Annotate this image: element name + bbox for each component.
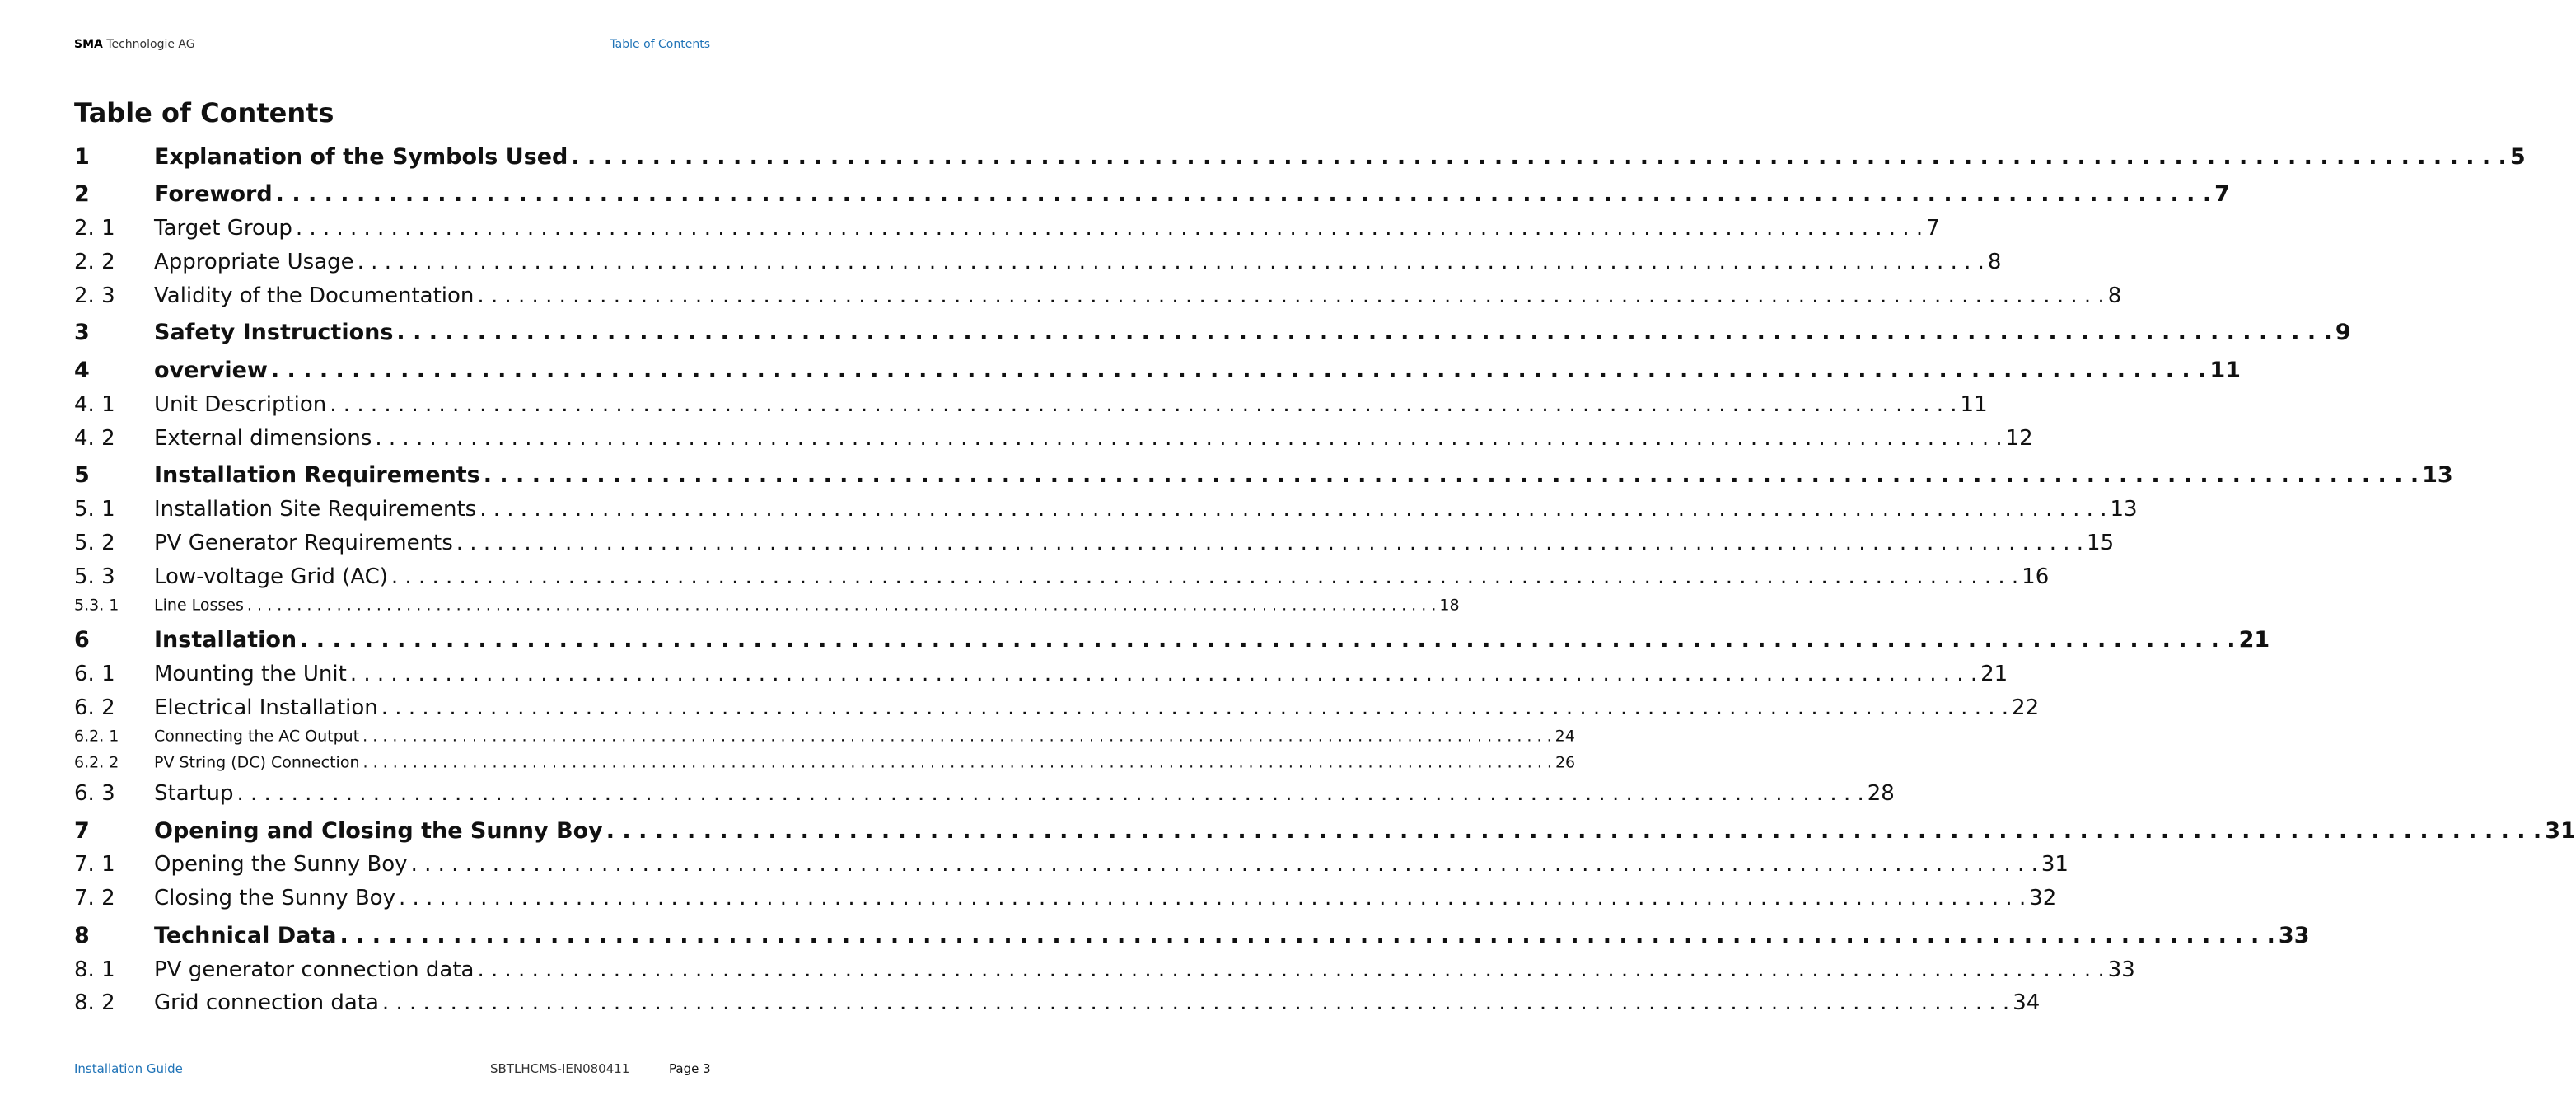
toc-entry-number: 6. 3 bbox=[74, 781, 115, 806]
toc-leader-dots: . . . . . . . . . . . . . . . . . . . . . . . . . . . . . . . . . . . . . . . . . . . . . . . . . . . . . . . . . . . . . . . . . . . . . . . . . . . . . . . . . . . . . . . . . . . . . . . . . . . . . . . . . . . . . . . . . . . . . . . . bbox=[362, 753, 1552, 772]
toc-entry-title: Opening the Sunny Boy bbox=[154, 852, 408, 877]
toc-entry-number: 7. 1 bbox=[74, 852, 115, 877]
toc-leader-dots: . . . . . . . . . . . . . . . . . . . . . . . . . . . . . . . . . . . . . . . . . . . . . . . . . . . . . . . . . . . . . . . . . . . . . . . . . . . . . . . . . . . . . . . . . . . . . . . . . . . . . . . . . . . . . . . . . . . . . . . . bbox=[246, 596, 1437, 615]
toc-entry-title: PV generator connection data bbox=[154, 957, 475, 982]
toc-entry[interactable] bbox=[74, 627, 2270, 653]
toc-entry-title: Connecting the AC Output bbox=[154, 727, 360, 746]
toc-entry-title: Installation bbox=[154, 627, 297, 653]
toc-entry-title: Closing the Sunny Boy bbox=[154, 886, 395, 910]
footer-doc-id: SBTLHCMS-IEN080411 bbox=[490, 1061, 630, 1076]
toc-entry[interactable] bbox=[74, 727, 1575, 746]
toc-entry[interactable] bbox=[74, 497, 2138, 522]
toc-leader-dots: . . . . . . . . . . . . . . . . . . . . . . . . . . . . . . . . . . . . . . . . . . . . . . . . . . . . . . . . . . . . . . . . . . . . . . . . . . . . . . . . . . . . . . . . . . . . . . . . . . . . . . . . . . . . . . . . . . . . . . . . bbox=[339, 923, 2275, 949]
toc-entry-number: 6.2. 2 bbox=[74, 753, 119, 772]
toc-entry-number: 5. 1 bbox=[74, 497, 115, 522]
toc-entry[interactable] bbox=[74, 957, 2135, 982]
toc-entry[interactable] bbox=[74, 852, 2069, 877]
toc-leader-dots: . . . . . . . . . . . . . . . . . . . . . . . . . . . . . . . . . . . . . . . . . . . . . . . . . . . . . . . . . . . . . . . . . . . . . . . . . . . . . . . . . . . . . . . . . . . . . . . . . . . . . . . . . . . . . . . . . . . . . . . . bbox=[456, 531, 2084, 555]
toc-entry-page: 31 bbox=[2041, 852, 2069, 877]
toc-entry[interactable] bbox=[74, 358, 2241, 384]
toc-entry-title: PV String (DC) Connection bbox=[154, 753, 360, 772]
toc-entry-title: Technical Data bbox=[154, 923, 337, 949]
footer-page-number: Page 3 bbox=[669, 1061, 711, 1076]
toc-leader-dots: . . . . . . . . . . . . . . . . . . . . . . . . . . . . . . . . . . . . . . . . . . . . . . . . . . . . . . . . . . . . . . . . . . . . . . . . . . . . . . . . . . . . . . . . . . . . . . . . . . . . . . . . . . . . . . . . . . . . . . . . bbox=[396, 320, 2332, 346]
toc-entry-page: 16 bbox=[2022, 564, 2050, 589]
toc-entry[interactable] bbox=[74, 426, 2033, 451]
toc-entry-title: Foreword bbox=[154, 181, 273, 208]
toc-entry-page: 11 bbox=[1960, 392, 1988, 417]
company-name: Technologie AG bbox=[106, 38, 195, 51]
toc-entry-page: 8 bbox=[2107, 283, 2122, 308]
toc-leader-dots: . . . . . . . . . . . . . . . . . . . . . . . . . . . . . . . . . . . . . . . . . . . . . . . . . . . . . . . . . . . . . . . . . . . . . . . . . . . . . . . . . . . . . . . . . . . . . . . . . . . . . . . . . . . . . . . . . . . . . . . . bbox=[270, 358, 2207, 384]
toc-entry-number: 6 bbox=[74, 627, 90, 653]
toc-leader-dots: . . . . . . . . . . . . . . . . . . . . . . . . . . . . . . . . . . . . . . . . . . . . . . . . . . . . . . . . . . . . . . . . . . . . . . . . . . . . . . . . . . . . . . . . . . . . . . . . . . . . . . . . . . . . . . . . . . . . . . . . bbox=[381, 990, 2010, 1015]
toc-leader-dots: . . . . . . . . . . . . . . . . . . . . . . . . . . . . . . . . . . . . . . . . . . . . . . . . . . . . . . . . . . . . . . . . . . . . . . . . . . . . . . . . . . . . . . . . . . . . . . . . . . . . . . . . . . . . . . . . . . . . . . . . bbox=[275, 181, 2212, 208]
toc-entry-number: 4. 1 bbox=[74, 392, 115, 417]
toc-entry-page: 28 bbox=[1867, 781, 1895, 806]
toc-entry-number: 6. 2 bbox=[74, 695, 115, 720]
toc-entry[interactable] bbox=[74, 818, 2576, 845]
brand-name: SMA bbox=[74, 38, 103, 51]
toc-leader-dots: . . . . . . . . . . . . . . . . . . . . . . . . . . . . . . . . . . . . . . . . . . . . . . . . . . . . . . . . . . . . . . . . . . . . . . . . . . . . . . . . . . . . . . . . . . . . . . . . . . . . . . . . . . . . . . . . . . . . . . . . bbox=[398, 886, 2027, 910]
toc-entry-number: 5. 2 bbox=[74, 531, 115, 555]
footer-guide: Installation Guide bbox=[74, 1061, 183, 1076]
toc-entry-number: 3 bbox=[74, 320, 90, 346]
toc-leader-dots: . . . . . . . . . . . . . . . . . . . . . . . . . . . . . . . . . . . . . . . . . . . . . . . . . . . . . . . . . . . . . . . . . . . . . . . . . . . . . . . . . . . . . . . . . . . . . . . . . . . . . . . . . . . . . . . . . . . . . . . . bbox=[300, 627, 2236, 653]
toc-leader-dots: . . . . . . . . . . . . . . . . . . . . . . . . . . . . . . . . . . . . . . . . . . . . . . . . . . . . . . . . . . . . . . . . . . . . . . . . . . . . . . . . . . . . . . . . . . . . . . . . . . . . . . . . . . . . . . . . . . . . . . . . bbox=[349, 662, 1978, 686]
toc-leader-dots: . . . . . . . . . . . . . . . . . . . . . . . . . . . . . . . . . . . . . . . . . . . . . . . . . . . . . . . . . . . . . . . . . . . . . . . . . . . . . . . . . . . . . . . . . . . . . . . . . . . . . . . . . . . . . . . . . . . . . . . . bbox=[571, 144, 2507, 171]
toc-entry[interactable] bbox=[74, 695, 2040, 720]
toc-entry[interactable] bbox=[74, 216, 1940, 241]
toc-entry-page: 18 bbox=[1439, 596, 1460, 615]
toc-leader-dots: . . . . . . . . . . . . . . . . . . . . . . . . . . . . . . . . . . . . . . . . . . . . . . . . . . . . . . . . . . . . . . . . . . . . . . . . . . . . . . . . . . . . . . . . . . . . . . . . . . . . . . . . . . . . . . . . . . . . . . . . bbox=[483, 462, 2419, 489]
toc-entry[interactable] bbox=[74, 462, 2453, 489]
toc-entry[interactable] bbox=[74, 564, 2050, 589]
toc-entry-page: 22 bbox=[2012, 695, 2040, 720]
toc-entry-title: Low-voltage Grid (AC) bbox=[154, 564, 388, 589]
toc-entry[interactable] bbox=[74, 144, 2526, 171]
toc-entry-number: 2. 2 bbox=[74, 250, 115, 274]
toc-entry-number: 8 bbox=[74, 923, 90, 949]
toc-entry-title: Grid connection data bbox=[154, 990, 379, 1015]
toc-entry-number: 5.3. 1 bbox=[74, 596, 119, 615]
toc-entry[interactable] bbox=[74, 283, 2122, 308]
toc-entry-page: 21 bbox=[2238, 627, 2270, 653]
toc-entry[interactable] bbox=[74, 923, 2310, 949]
toc-entry-page: 8 bbox=[1987, 250, 2002, 274]
toc-entry[interactable] bbox=[74, 392, 1988, 417]
toc-entry-number: 6. 1 bbox=[74, 662, 115, 686]
toc-entry-page: 7 bbox=[2214, 181, 2230, 208]
header-section-title: Table of Contents bbox=[610, 38, 710, 51]
toc-leader-dots: . . . . . . . . . . . . . . . . . . . . . . . . . . . . . . . . . . . . . . . . . . . . . . . . . . . . . . . . . . . . . . . . . . . . . . . . . . . . . . . . . . . . . . . . . . . . . . . . . . . . . . . . . . . . . . . . . . . . . . . . bbox=[477, 283, 2105, 308]
toc-leader-dots: . . . . . . . . . . . . . . . . . . . . . . . . . . . . . . . . . . . . . . . . . . . . . . . . . . . . . . . . . . . . . . . . . . . . . . . . . . . . . . . . . . . . . . . . . . . . . . . . . . . . . . . . . . . . . . . . . . . . . . . . bbox=[362, 727, 1552, 746]
toc-entry-number: 7 bbox=[74, 818, 90, 845]
toc-entry-page: 11 bbox=[2209, 358, 2241, 384]
toc-entry-page: 32 bbox=[2029, 886, 2057, 910]
toc-entry-title: Validity of the Documentation bbox=[154, 283, 475, 308]
toc-entry[interactable] bbox=[74, 781, 1895, 806]
toc-entry-page: 13 bbox=[2422, 462, 2453, 489]
toc-entry-number: 7. 2 bbox=[74, 886, 115, 910]
toc-entry-title: Startup bbox=[154, 781, 234, 806]
toc-entry-page: 15 bbox=[2087, 531, 2115, 555]
toc-entry[interactable] bbox=[74, 886, 2057, 910]
toc-entry-page: 9 bbox=[2335, 320, 2351, 346]
toc-entry-page: 33 bbox=[2278, 923, 2310, 949]
page-title: Table of Contents bbox=[74, 97, 334, 129]
toc-leader-dots: . . . . . . . . . . . . . . . . . . . . . . . . . . . . . . . . . . . . . . . . . . . . . . . . . . . . . . . . . . . . . . . . . . . . . . . . . . . . . . . . . . . . . . . . . . . . . . . . . . . . . . . . . . . . . . . . . . . . . . . . bbox=[479, 497, 2107, 522]
toc-entry[interactable] bbox=[74, 320, 2351, 346]
toc-entry-page: 33 bbox=[2107, 957, 2135, 982]
toc-entry-number: 4. 2 bbox=[74, 426, 115, 451]
toc-entry-title: Explanation of the Symbols Used bbox=[154, 144, 568, 171]
toc-entry[interactable] bbox=[74, 990, 2041, 1015]
toc-leader-dots: . . . . . . . . . . . . . . . . . . . . . . . . . . . . . . . . . . . . . . . . . . . . . . . . . . . . . . . . . . . . . . . . . . . . . . . . . . . . . . . . . . . . . . . . . . . . . . . . . . . . . . . . . . . . . . . . . . . . . . . . bbox=[605, 818, 2542, 845]
toc-entry-number: 5 bbox=[74, 462, 90, 489]
toc-entry-title: Installation Site Requirements bbox=[154, 497, 477, 522]
toc-entry-page: 21 bbox=[1980, 662, 2008, 686]
toc-entry-title: Unit Description bbox=[154, 392, 327, 417]
toc-entry-number: 6.2. 1 bbox=[74, 727, 119, 746]
toc-entry[interactable] bbox=[74, 181, 2230, 208]
toc-entry-title: PV Generator Requirements bbox=[154, 531, 453, 555]
toc-leader-dots: . . . . . . . . . . . . . . . . . . . . . . . . . . . . . . . . . . . . . . . . . . . . . . . . . . . . . . . . . . . . . . . . . . . . . . . . . . . . . . . . . . . . . . . . . . . . . . . . . . . . . . . . . . . . . . . . . . . . . . . . bbox=[477, 957, 2105, 982]
toc-entry-title: Target Group bbox=[154, 216, 292, 241]
toc-entry-title: Opening and Closing the Sunny Boy bbox=[154, 818, 603, 845]
toc-entry-title: Appropriate Usage bbox=[154, 250, 354, 274]
toc-entry-title: overview bbox=[154, 358, 268, 384]
toc-entry-number: 5. 3 bbox=[74, 564, 115, 589]
toc-leader-dots: . . . . . . . . . . . . . . . . . . . . . . . . . . . . . . . . . . . . . . . . . . . . . . . . . . . . . . . . . . . . . . . . . . . . . . . . . . . . . . . . . . . . . . . . . . . . . . . . . . . . . . . . . . . . . . . . . . . . . . . . bbox=[410, 852, 2038, 877]
toc-entry-page: 13 bbox=[2110, 497, 2138, 522]
toc-entry[interactable] bbox=[74, 662, 2008, 686]
toc-entry-page: 5 bbox=[2509, 144, 2526, 171]
toc-entry-page: 31 bbox=[2545, 818, 2576, 845]
toc-leader-dots: . . . . . . . . . . . . . . . . . . . . . . . . . . . . . . . . . . . . . . . . . . . . . . . . . . . . . . . . . . . . . . . . . . . . . . . . . . . . . . . . . . . . . . . . . . . . . . . . . . . . . . . . . . . . . . . . . . . . . . . . bbox=[236, 781, 1864, 806]
toc-leader-dots: . . . . . . . . . . . . . . . . . . . . . . . . . . . . . . . . . . . . . . . . . . . . . . . . . . . . . . . . . . . . . . . . . . . . . . . . . . . . . . . . . . . . . . . . . . . . . . . . . . . . . . . . . . . . . . . . . . . . . . . . bbox=[390, 564, 2019, 589]
toc-leader-dots: . . . . . . . . . . . . . . . . . . . . . . . . . . . . . . . . . . . . . . . . . . . . . . . . . . . . . . . . . . . . . . . . . . . . . . . . . . . . . . . . . . . . . . . . . . . . . . . . . . . . . . . . . . . . . . . . . . . . . . . . bbox=[375, 426, 2003, 451]
toc-entry-number: 1 bbox=[74, 144, 90, 171]
toc-entry-number: 2 bbox=[74, 181, 90, 208]
toc-entry-page: 7 bbox=[1926, 216, 1940, 241]
toc-entry-number: 4 bbox=[74, 358, 90, 384]
toc-entry[interactable] bbox=[74, 753, 1576, 772]
toc-entry-title: External dimensions bbox=[154, 426, 372, 451]
toc-entry-title: Safety Instructions bbox=[154, 320, 394, 346]
toc-entry-number: 8. 2 bbox=[74, 990, 115, 1015]
toc-entry-number: 2. 1 bbox=[74, 216, 115, 241]
toc-leader-dots: . . . . . . . . . . . . . . . . . . . . . . . . . . . . . . . . . . . . . . . . . . . . . . . . . . . . . . . . . . . . . . . . . . . . . . . . . . . . . . . . . . . . . . . . . . . . . . . . . . . . . . . . . . . . . . . . . . . . . . . . bbox=[330, 392, 1957, 417]
toc-entry-page: 24 bbox=[1554, 727, 1575, 746]
toc-entry[interactable] bbox=[74, 596, 1460, 615]
toc-entry-number: 8. 1 bbox=[74, 957, 115, 982]
toc-entry-page: 34 bbox=[2013, 990, 2041, 1015]
toc-entry-page: 26 bbox=[1554, 753, 1576, 772]
toc-leader-dots: . . . . . . . . . . . . . . . . . . . . . . . . . . . . . . . . . . . . . . . . . . . . . . . . . . . . . . . . . . . . . . . . . . . . . . . . . . . . . . . . . . . . . . . . . . . . . . . . . . . . . . . . . . . . . . . . . . . . . . . . bbox=[295, 216, 1924, 241]
toc-entry-number: 2. 3 bbox=[74, 283, 115, 308]
toc-entry-title: Mounting the Unit bbox=[154, 662, 347, 686]
toc-leader-dots: . . . . . . . . . . . . . . . . . . . . . . . . . . . . . . . . . . . . . . . . . . . . . . . . . . . . . . . . . . . . . . . . . . . . . . . . . . . . . . . . . . . . . . . . . . . . . . . . . . . . . . . . . . . . . . . . . . . . . . . . bbox=[381, 695, 2009, 720]
toc-leader-dots: . . . . . . . . . . . . . . . . . . . . . . . . . . . . . . . . . . . . . . . . . . . . . . . . . . . . . . . . . . . . . . . . . . . . . . . . . . . . . . . . . . . . . . . . . . . . . . . . . . . . . . . . . . . . . . . . . . . . . . . . bbox=[357, 250, 1985, 274]
toc-entry[interactable] bbox=[74, 250, 2002, 274]
header-company bbox=[74, 38, 195, 51]
toc-entry-title: Electrical Installation bbox=[154, 695, 378, 720]
toc-entry-title: Installation Requirements bbox=[154, 462, 480, 489]
toc-entry-title: Line Losses bbox=[154, 596, 244, 615]
toc-entry-page: 12 bbox=[2005, 426, 2033, 451]
toc-entry[interactable] bbox=[74, 531, 2115, 555]
